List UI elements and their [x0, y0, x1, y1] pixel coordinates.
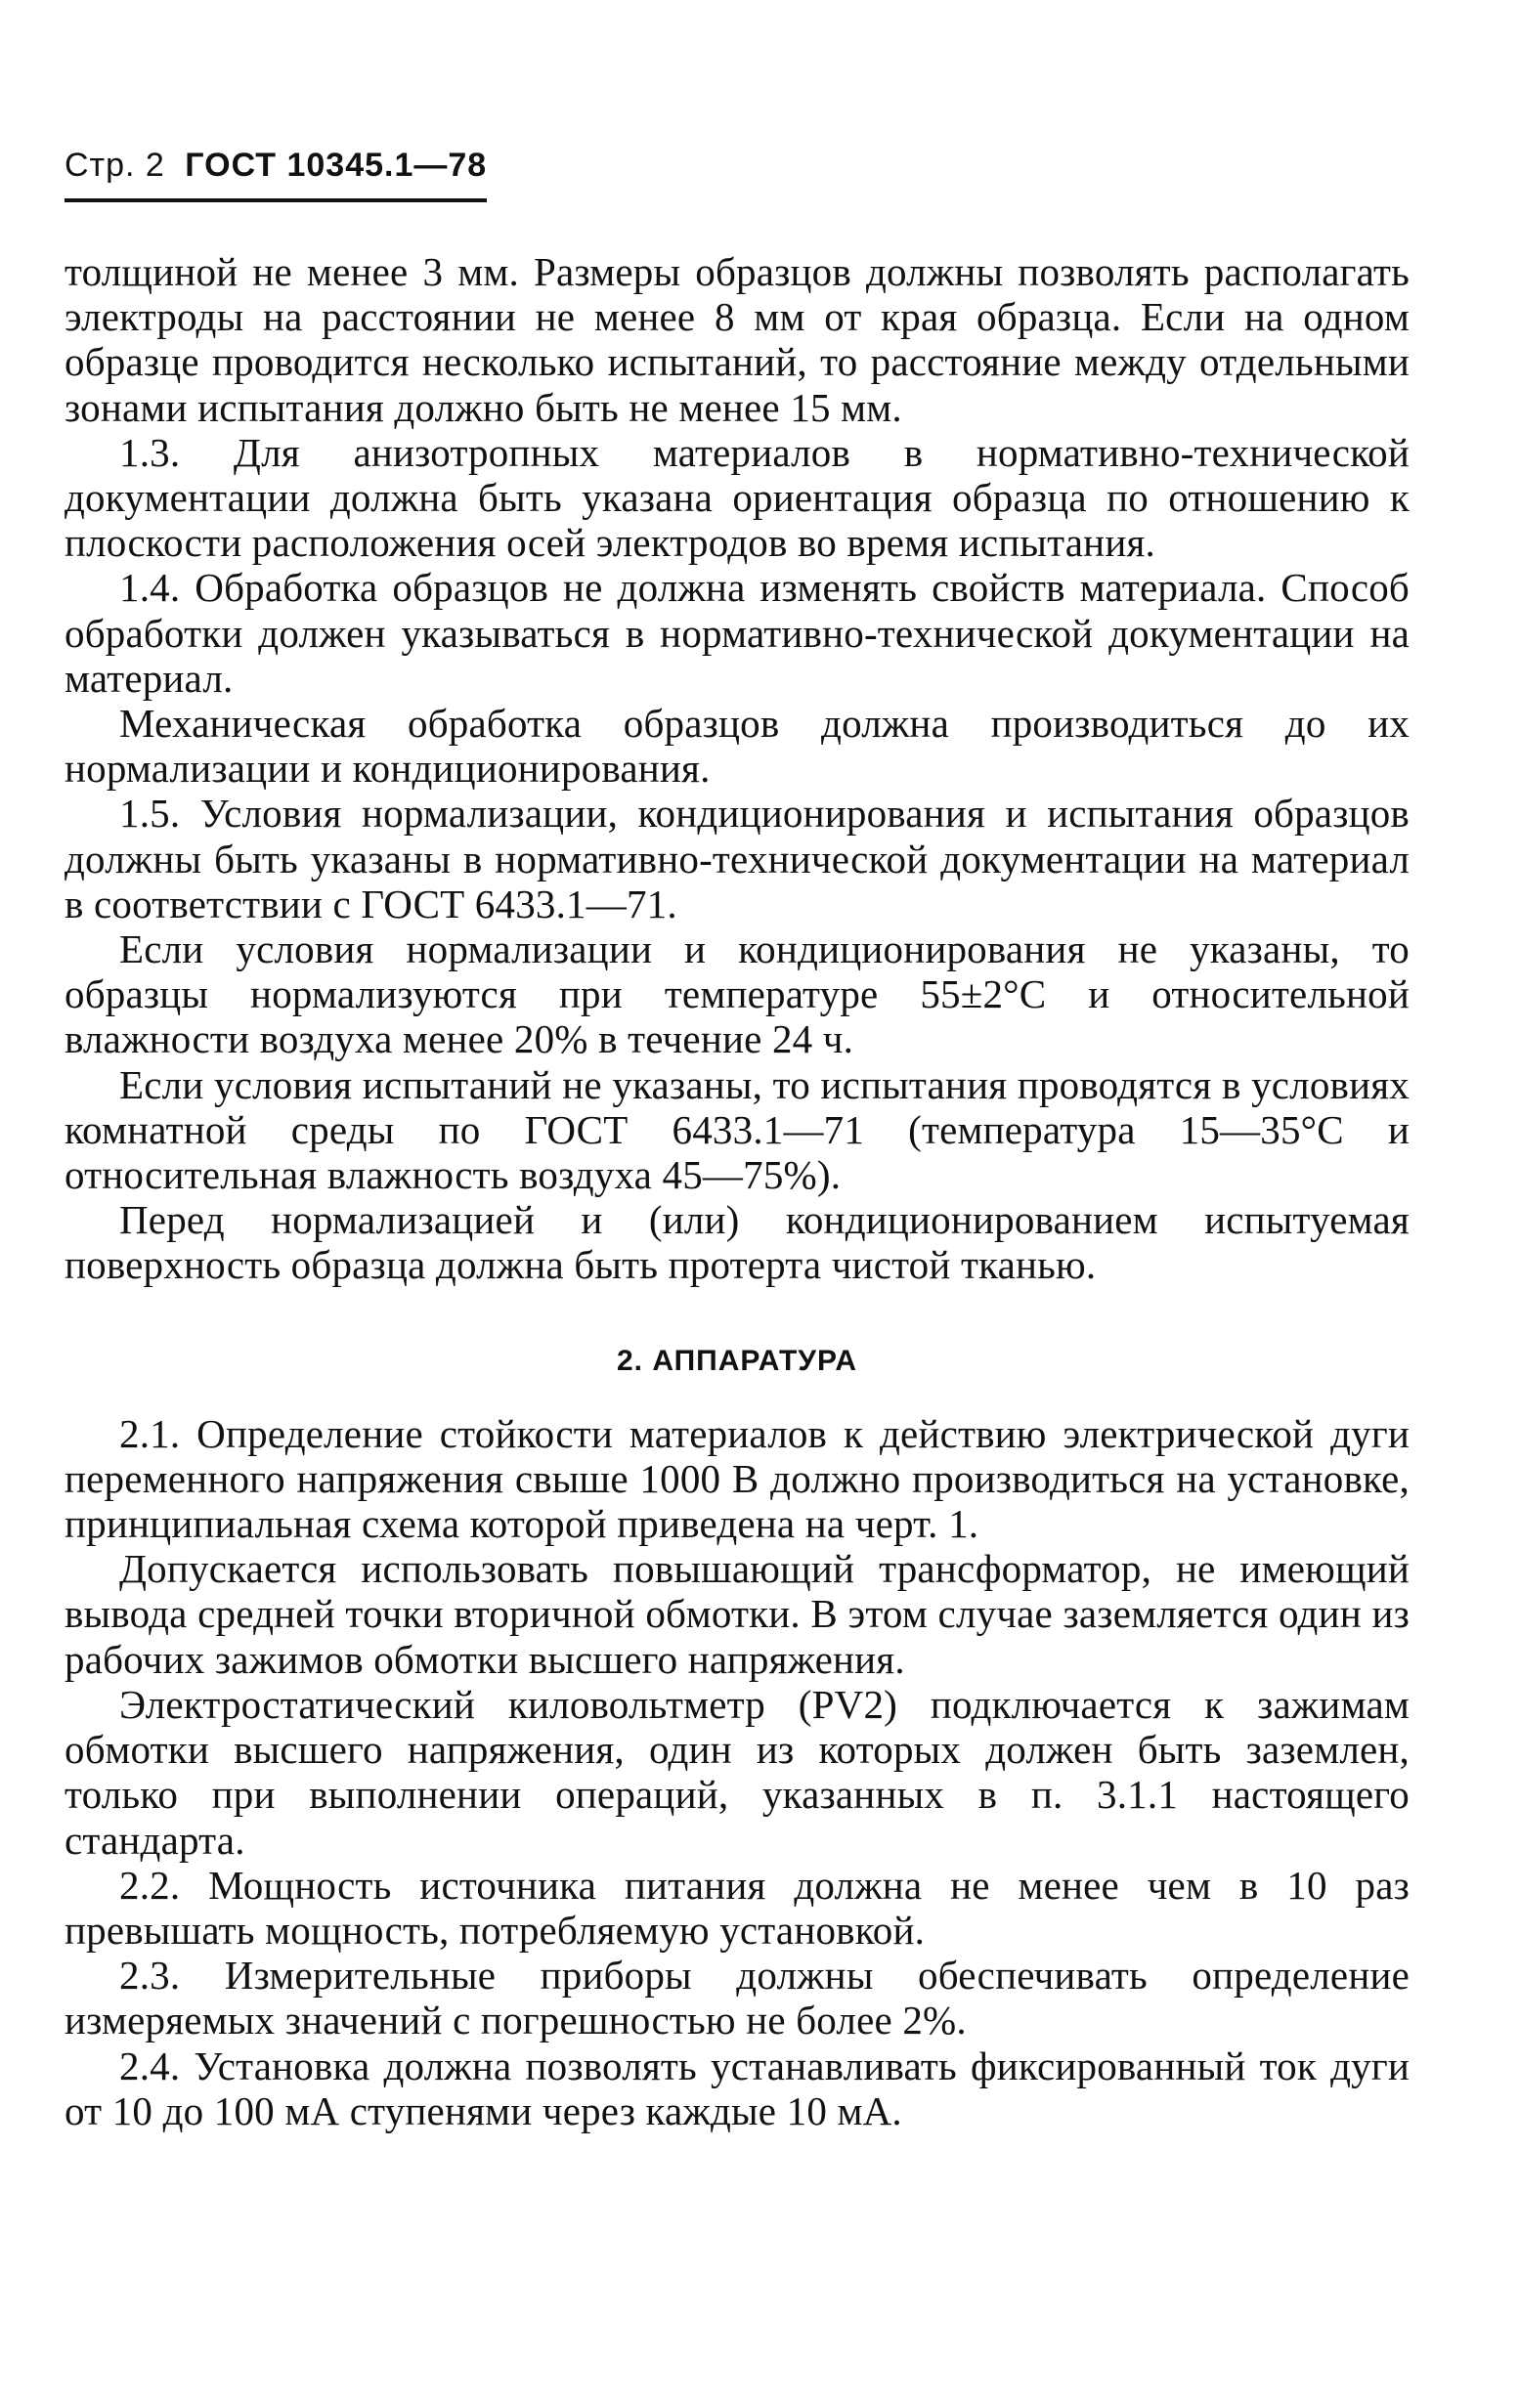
paragraph: Механическая обработка образцов должна производиться до их нормализации и кондиционирования. — [65, 701, 1410, 792]
paragraph: Электростатический киловольтметр (PV2) подключается к зажимам обмотки высшего напряжения, один из которых должен быть заземлен, только при выполнении операций, указанных в п. 3.1.1 настоящего стандарта. — [65, 1681, 1410, 1863]
paragraph: 2.1. Определение стойкости материалов к действию электрической дуги переменного напряжения свыше 1000 В должно производиться на установке, принципиальная схема которой приведена на черт. 1. — [65, 1410, 1410, 1547]
paragraph: 1.4. Обработка образцов не должна изменять свойств материала. Способ обработки должен указываться в нормативно-технической документации на материал. — [65, 565, 1410, 701]
paragraph: Перед нормализацией и (или) кондиционированием испытуемая поверхность образца должна быть протерта чистой тканью. — [65, 1197, 1410, 1288]
section-2-text — [65, 1411, 1410, 2133]
paragraph: Если условия нормализации и кондиционирования не указаны, то образцы нормализуются при температуре 55±2°С и относительной влажности воздуха менее 20% в течение 24 ч. — [65, 926, 1410, 1062]
paragraph: 1.3. Для анизотропных материалов в нормативно-технической документации должна быть указана ориентация образца по отношению к плоскости расположения осей электродов во время испытания. — [65, 429, 1410, 566]
page-header — [65, 147, 487, 202]
section-1-text — [65, 249, 1410, 1288]
paragraph: Допускается использовать повышающий трансформатор, не имеющий вывода средней точки вторичной обмотки. В этом случае заземляется один из рабочих зажимов обмотки высшего напряжения. — [65, 1546, 1410, 1682]
section-title: 2. АППАРАТУРА — [617, 1344, 857, 1377]
paragraph: 2.4. Установка должна позволять устанавливать фиксированный ток дуги от 10 до 100 мА ступенями через каждые 10 мА. — [65, 2042, 1410, 2133]
paragraph: Если условия испытаний не указаны, то испытания проводятся в условиях комнатной среды по ГОСТ 6433.1—71 (температура 15—35°С и относительная влажность воздуха 45—75%). — [65, 1061, 1410, 1198]
standard-code: ГОСТ 10345.1—78 — [185, 147, 488, 184]
paragraph: 2.3. Измерительные приборы должны обеспечивать определение измеряемых значений с погрешностью не более 2%. — [65, 1953, 1410, 2043]
paragraph: 1.5. Условия нормализации, кондиционирования и испытания образцов должны быть указаны в нормативно-технической документации на материал в соответствии с ГОСТ 6433.1—71. — [65, 791, 1410, 926]
document-body — [65, 249, 1410, 2133]
paragraph: 2.2. Мощность источника питания должна не менее чем в 10 раз превышать мощность, потребляемую установкой. — [65, 1862, 1410, 1953]
document-page — [65, 147, 1410, 2133]
page-number: Стр. 2 — [65, 147, 165, 184]
paragraph: толщиной не менее 3 мм. Размеры образцов должны позволять располагать электроды на расстоянии не менее 8 мм от края образца. Если на одном образце проводится несколько испытаний, то расстояние между отдельными зонами испытания должно быть не менее 15 мм. — [65, 249, 1410, 430]
